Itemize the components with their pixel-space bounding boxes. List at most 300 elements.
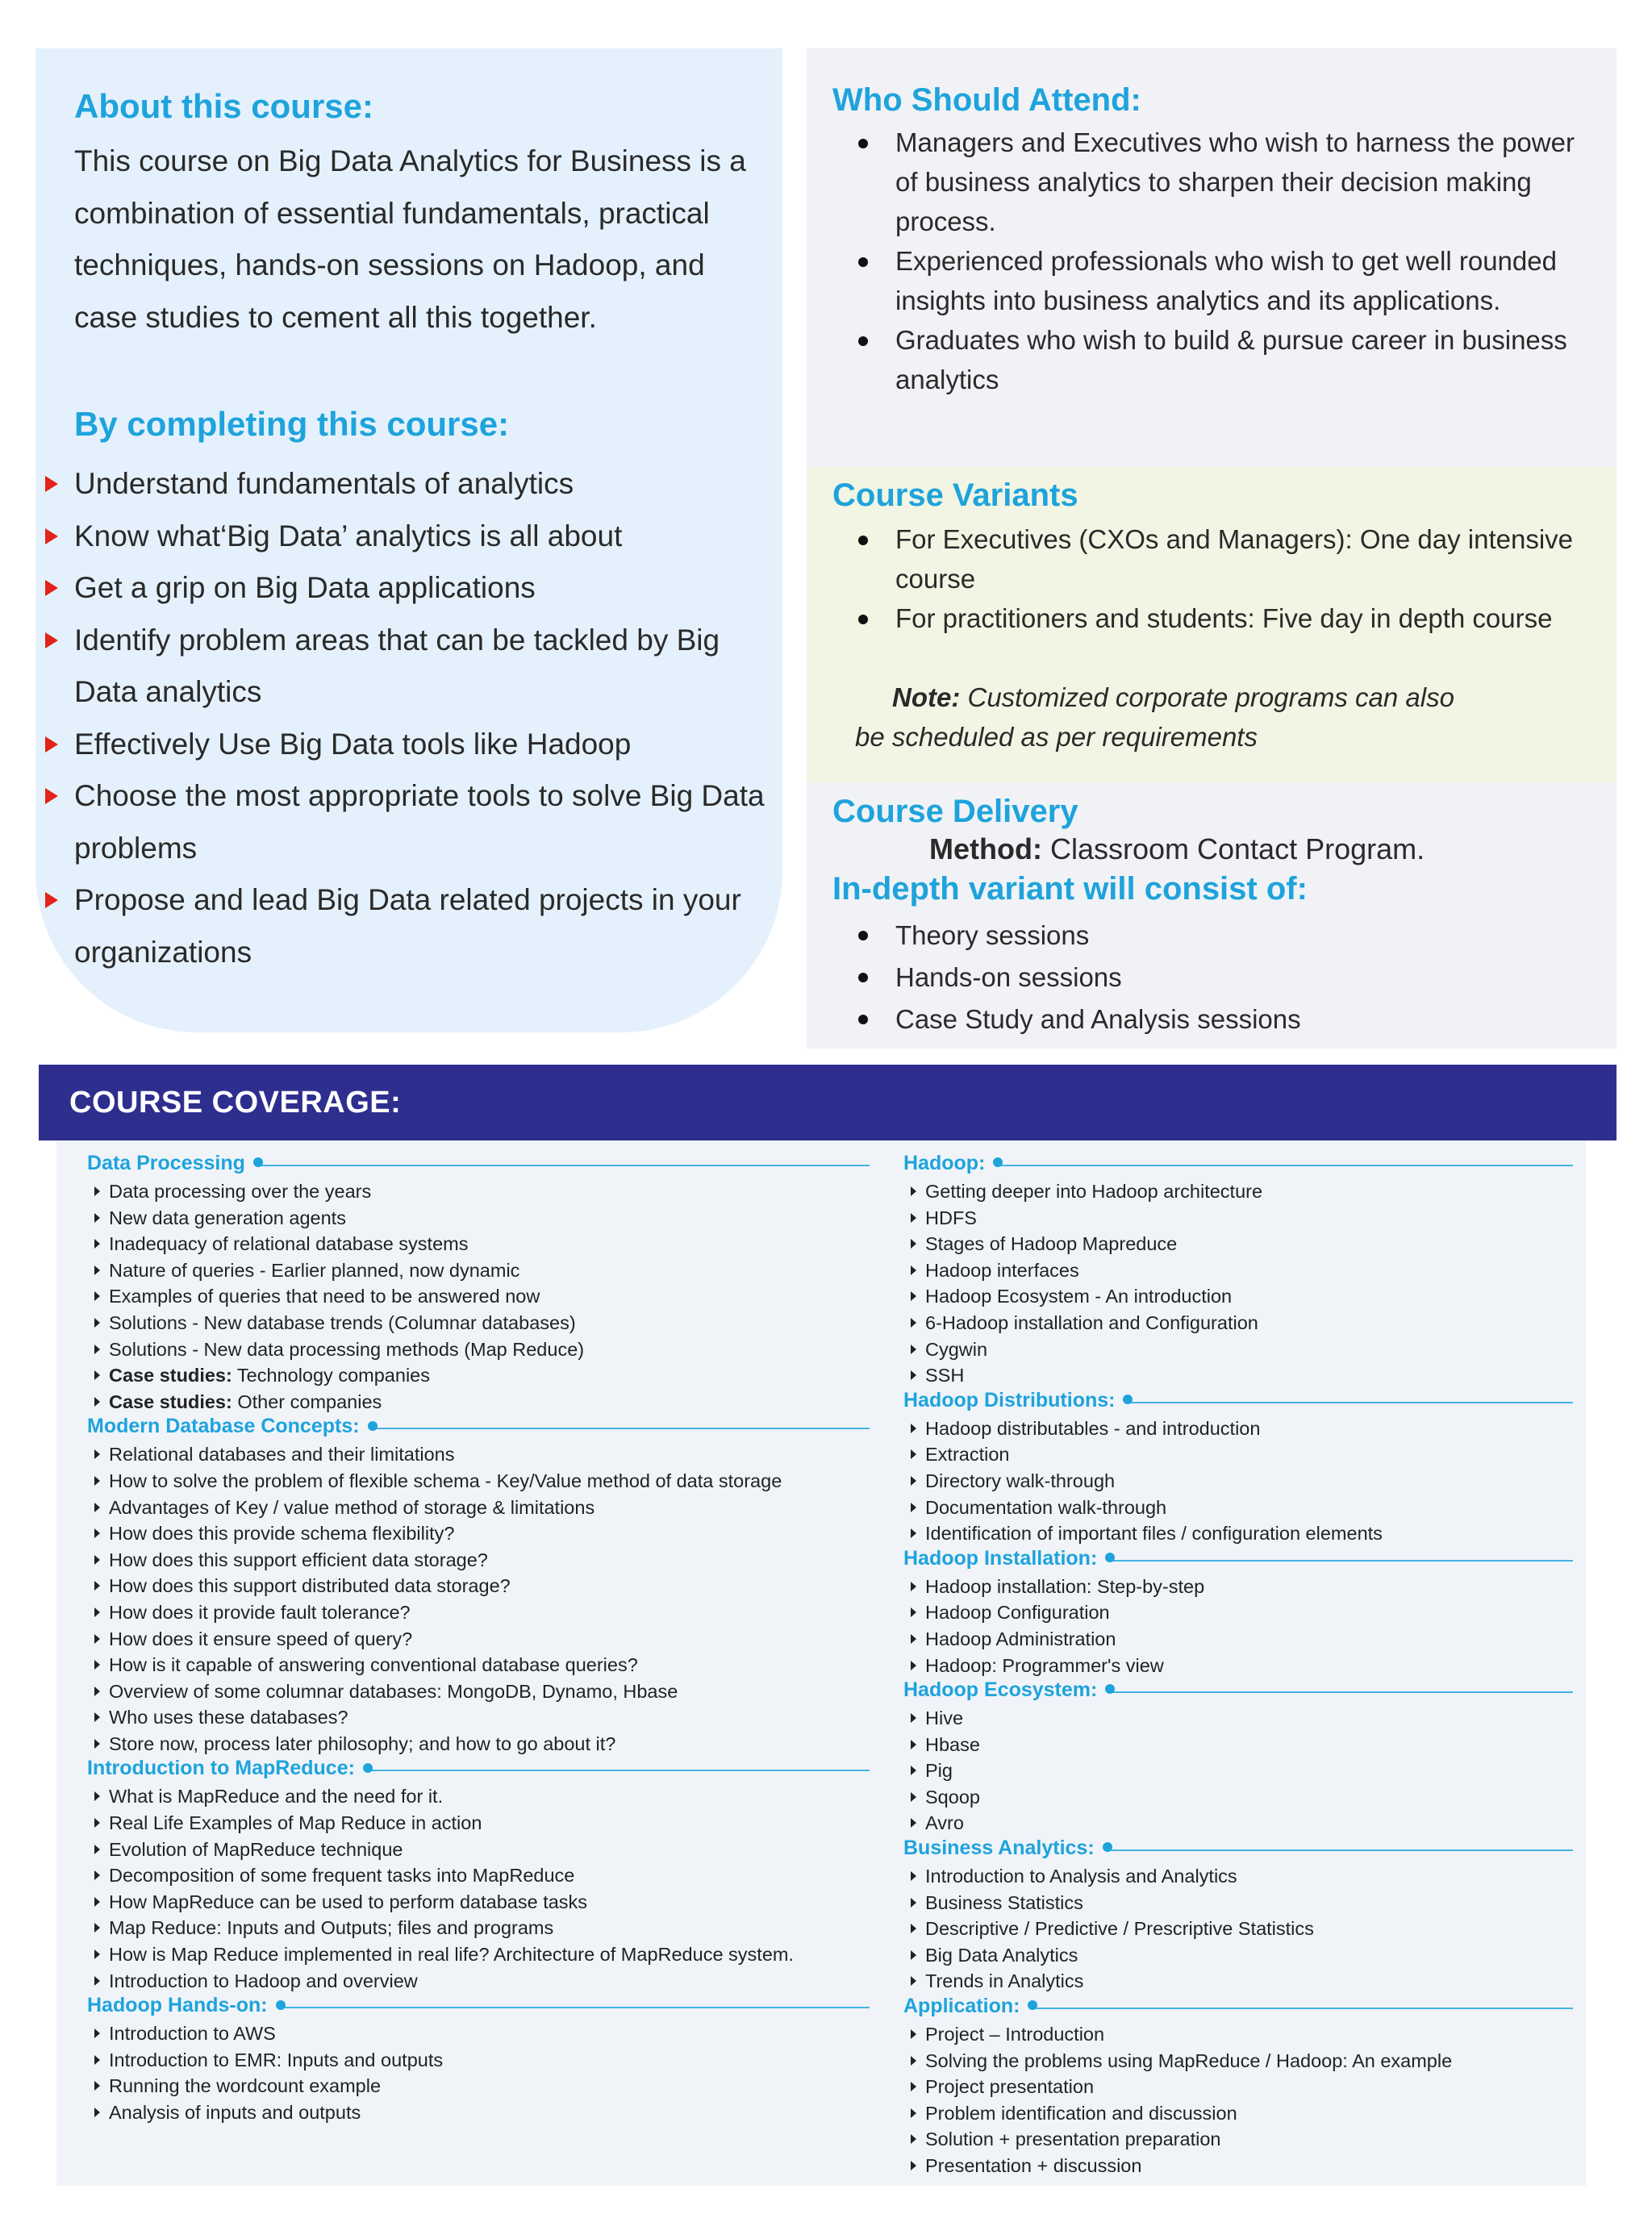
- outcome-text: Know what‘Big Data’ analytics is all about: [74, 519, 623, 552]
- coverage-item: [87, 1862, 870, 1889]
- coverage-item: [87, 1783, 870, 1810]
- coverage-item-text: How MapReduce can be used to perform database tasks: [109, 1891, 588, 1912]
- section-divider-line: [281, 2007, 870, 2008]
- coverage-item: [87, 1468, 870, 1495]
- coverage-item-text: Store now, process later philosophy; and how to go about it?: [109, 1733, 616, 1754]
- arrow-bullet-icon: [911, 1950, 916, 1960]
- arrow-bullet-icon: [94, 1503, 100, 1512]
- section-divider-line: [998, 1165, 1573, 1166]
- coverage-item-text: Extraction: [925, 1444, 1010, 1466]
- coverage-item: [87, 1389, 870, 1416]
- arrow-bullet-icon: [94, 1318, 100, 1328]
- coverage-item-text: Hadoop Administration: [925, 1628, 1116, 1649]
- coverage-item-text: HDFS: [925, 1207, 977, 1228]
- coverage-item: [87, 1336, 870, 1363]
- coverage-item-text: How to solve the problem of flexible schema - Key/Value method of data storage: [109, 1470, 782, 1491]
- coverage-item-list: [87, 1178, 870, 1415]
- coverage-item-text: Analysis of inputs and outputs: [109, 2102, 361, 2123]
- arrow-bullet-icon: [911, 1661, 916, 1670]
- coverage-section-heading: [903, 1837, 1573, 1863]
- coverage-item-text: How is it capable of answering conventional database queries?: [109, 1654, 638, 1676]
- bullet-dot-icon: [858, 139, 868, 148]
- arrow-bullet-icon: [911, 1318, 916, 1328]
- arrow-bullet-icon: [94, 2081, 100, 2091]
- coverage-item: [903, 1416, 1573, 1442]
- arrow-bullet-icon: [911, 1582, 916, 1591]
- coverage-item-text: Other companies: [232, 1391, 382, 1412]
- coverage-item-text: Hadoop interfaces: [925, 1259, 1079, 1281]
- coverage-item: [87, 1547, 870, 1574]
- coverage-item-bold: Case studies:: [109, 1391, 232, 1412]
- bullet-item: [807, 519, 1597, 598]
- red-triangle-bullet-icon: [45, 476, 58, 492]
- method-label: Method:: [929, 832, 1042, 865]
- attend-heading: Who Should Attend:: [832, 82, 1141, 118]
- section-dot-icon: [368, 1421, 378, 1431]
- coverage-left-column: [87, 1152, 870, 2126]
- arrow-bullet-icon: [911, 1476, 916, 1486]
- coverage-item: [903, 1468, 1573, 1495]
- outcome-item: [35, 458, 778, 511]
- section-title: Hadoop Distributions:: [903, 1389, 1118, 1411]
- coverage-item-text: Introduction to Hadoop and overview: [109, 1970, 418, 1991]
- coverage-item: [87, 1731, 870, 1758]
- coverage-section-heading: [87, 1415, 870, 1441]
- arrow-bullet-icon: [94, 1291, 100, 1301]
- coverage-item-list: [87, 2020, 870, 2125]
- bullet-text: Graduates who wish to build & pursue career in business analytics: [895, 325, 1567, 394]
- arrow-bullet-icon: [94, 2029, 100, 2038]
- red-triangle-bullet-icon: [45, 788, 58, 804]
- coverage-item: [87, 1283, 870, 1310]
- coverage-item-text: Stages of Hadoop Mapreduce: [925, 1233, 1178, 1255]
- coverage-item: [87, 1652, 870, 1678]
- attend-list: [887, 123, 1597, 399]
- coverage-item: [87, 1441, 870, 1468]
- coverage-item: [903, 1784, 1573, 1811]
- coverage-header: [39, 1065, 1617, 1140]
- coverage-item: [87, 1941, 870, 1968]
- coverage-item-text: Getting deeper into Hadoop architecture: [925, 1181, 1263, 1202]
- coverage-item-text: Decomposition of some frequent tasks into MapReduce: [109, 1865, 575, 1887]
- arrow-bullet-icon: [94, 1370, 100, 1380]
- red-triangle-bullet-icon: [45, 580, 58, 596]
- coverage-section-heading: [903, 1678, 1573, 1705]
- outcomes-heading: By completing this course:: [74, 405, 510, 443]
- coverage-item: [903, 1310, 1573, 1336]
- coverage-item-text: Solutions - New database trends (Columnar databases): [109, 1311, 576, 1333]
- arrow-bullet-icon: [94, 1660, 100, 1670]
- arrow-bullet-icon: [911, 2161, 916, 2170]
- section-title: Business Analytics:: [903, 1837, 1098, 1859]
- coverage-item-text: Project presentation: [925, 2076, 1095, 2098]
- coverage-item-list: [87, 1783, 870, 1994]
- coverage-item-text: Relational databases and their limitations: [109, 1444, 455, 1466]
- coverage-item-text: Avro: [925, 1812, 964, 1834]
- coverage-item: [903, 1599, 1573, 1626]
- arrow-bullet-icon: [94, 1870, 100, 1880]
- arrow-bullet-icon: [911, 1898, 916, 1908]
- coverage-item-list: [903, 1574, 1573, 1678]
- arrow-bullet-icon: [94, 1186, 100, 1196]
- section-divider-line: [1108, 1849, 1573, 1851]
- coverage-item-text: Technology companies: [232, 1365, 430, 1386]
- arrow-bullet-icon: [911, 2056, 916, 2066]
- coverage-item: [903, 1574, 1573, 1600]
- coverage-item: [87, 1599, 870, 1626]
- variants-note: [855, 678, 1586, 757]
- red-triangle-bullet-icon: [45, 892, 58, 908]
- coverage-title: COURSE COVERAGE:: [69, 1086, 402, 1120]
- section-divider-line: [1032, 2008, 1573, 2009]
- coverage-item: [903, 1178, 1573, 1205]
- arrow-bullet-icon: [94, 1607, 100, 1617]
- bullet-dot-icon: [858, 615, 868, 624]
- arrow-bullet-icon: [911, 1291, 916, 1301]
- coverage-item-list: [87, 1441, 870, 1757]
- coverage-item: [903, 1758, 1573, 1784]
- section-divider-line: [368, 1770, 870, 1771]
- coverage-item-text: Pig: [925, 1760, 953, 1782]
- coverage-item-text: Descriptive / Predictive / Prescriptive Statistics: [925, 1918, 1314, 1940]
- coverage-item-text: Evolution of MapReduce technique: [109, 1838, 403, 1860]
- coverage-item-text: Trends in Analytics: [925, 1970, 1084, 1992]
- bullet-text: Theory sessions: [895, 920, 1090, 950]
- section-divider-line: [1110, 1691, 1573, 1693]
- coverage-section-heading: [87, 1152, 870, 1178]
- coverage-item: [903, 1810, 1573, 1837]
- bullet-dot-icon: [858, 973, 868, 982]
- coverage-section-heading: [903, 1389, 1573, 1416]
- bullet-text: Experienced professionals who wish to get well rounded insights into business analytics and its applications.: [895, 246, 1557, 315]
- coverage-item: [903, 1257, 1573, 1284]
- arrow-bullet-icon: [911, 1424, 916, 1433]
- coverage-item-text: Real Life Examples of Map Reduce in action: [109, 1812, 482, 1834]
- coverage-item-text: Solving the problems using MapReduce / Hadoop: An example: [925, 2049, 1453, 2071]
- red-triangle-bullet-icon: [45, 736, 58, 753]
- variants-heading: Course Variants: [832, 477, 1078, 513]
- coverage-item-text: Advantages of Key / value method of storage & limitations: [109, 1496, 595, 1518]
- arrow-bullet-icon: [911, 1607, 916, 1617]
- coverage-item-text: How does it provide fault tolerance?: [109, 1601, 411, 1623]
- coverage-item-text: Data processing over the years: [109, 1181, 372, 1202]
- coverage-panel: [56, 1140, 1586, 2186]
- arrow-bullet-icon: [94, 1687, 100, 1696]
- coverage-item: [87, 1362, 870, 1389]
- coverage-item: [903, 2048, 1573, 2074]
- coverage-item-text: Map Reduce: Inputs and Outputs; files and programs: [109, 1917, 554, 1939]
- outcome-text: Understand fundamentals of analytics: [74, 467, 574, 500]
- arrow-bullet-icon: [911, 2029, 916, 2039]
- arrow-bullet-icon: [911, 1818, 916, 1828]
- section-title: Hadoop:: [903, 1152, 988, 1174]
- attend-panel: [807, 48, 1617, 466]
- coverage-item-text: Running the wordcount example: [109, 2075, 382, 2097]
- arrow-bullet-icon: [911, 1528, 916, 1538]
- coverage-section-heading: [87, 1757, 870, 1783]
- arrow-bullet-icon: [94, 2108, 100, 2117]
- coverage-item: [87, 1810, 870, 1837]
- arrow-bullet-icon: [94, 1239, 100, 1249]
- bullet-dot-icon: [858, 336, 868, 346]
- bullet-text: Case Study and Analysis sessions: [895, 1004, 1301, 1034]
- arrow-bullet-icon: [94, 1923, 100, 1933]
- section-divider-line: [1128, 1402, 1573, 1403]
- coverage-item-text: Cygwin: [925, 1338, 988, 1360]
- coverage-item: [87, 1310, 870, 1336]
- coverage-item: [87, 1889, 870, 1916]
- coverage-item-text: Big Data Analytics: [925, 1944, 1078, 1966]
- arrow-bullet-icon: [911, 1370, 916, 1380]
- arrow-bullet-icon: [911, 2082, 916, 2091]
- arrow-bullet-icon: [94, 1949, 100, 1959]
- coverage-item-text: Hbase: [925, 1733, 980, 1755]
- outcome-text: Identify problem areas that can be tackled by Big Data analytics: [74, 623, 720, 708]
- coverage-item-text: Hadoop: Programmer's view: [925, 1654, 1164, 1676]
- coverage-item: [87, 1704, 870, 1731]
- coverage-item-text: New data generation agents: [109, 1207, 346, 1228]
- coverage-item: [903, 1916, 1573, 1942]
- coverage-item: [903, 1441, 1573, 1468]
- outcome-item: [35, 615, 778, 719]
- arrow-bullet-icon: [94, 1791, 100, 1801]
- arrow-bullet-icon: [94, 1818, 100, 1828]
- variants-panel: [807, 466, 1617, 782]
- delivery-panel: [807, 782, 1617, 1049]
- arrow-bullet-icon: [94, 1976, 100, 1986]
- section-title: Application:: [903, 1995, 1023, 2017]
- bullet-item: [807, 241, 1597, 320]
- outcome-item: [35, 562, 778, 615]
- arrow-bullet-icon: [911, 1871, 916, 1881]
- coverage-item-text: Project – Introduction: [925, 2024, 1105, 2045]
- coverage-item: [87, 1257, 870, 1284]
- coverage-item-text: Solution + presentation preparation: [925, 2129, 1221, 2150]
- red-triangle-bullet-icon: [45, 632, 58, 648]
- coverage-item: [87, 2020, 870, 2047]
- coverage-item-text: Presentation + discussion: [925, 2155, 1142, 2176]
- coverage-item-text: Overview of some columnar databases: MongoDB, Dynamo, Hbase: [109, 1680, 678, 1702]
- coverage-item-text: What is MapReduce and the need for it.: [109, 1786, 444, 1808]
- arrow-bullet-icon: [94, 1528, 100, 1538]
- arrow-bullet-icon: [911, 2134, 916, 2144]
- coverage-item-text: Directory walk-through: [925, 1470, 1116, 1491]
- coverage-item: [903, 2126, 1573, 2153]
- section-dot-icon: [363, 1763, 373, 1773]
- coverage-item-bold: Case studies:: [109, 1365, 232, 1386]
- coverage-item-text: Introduction to AWS: [109, 2023, 276, 2045]
- red-triangle-bullet-icon: [45, 528, 58, 544]
- arrow-bullet-icon: [911, 1449, 916, 1459]
- coverage-item: [87, 1968, 870, 1995]
- arrow-bullet-icon: [911, 1345, 916, 1354]
- coverage-item: [903, 1336, 1573, 1363]
- arrow-bullet-icon: [94, 1397, 100, 1407]
- coverage-item-text: Examples of queries that need to be answered now: [109, 1286, 540, 1307]
- method-text: Classroom Contact Program.: [1041, 832, 1425, 865]
- arrow-bullet-icon: [94, 1897, 100, 1907]
- coverage-item: [87, 1495, 870, 1521]
- arrow-bullet-icon: [94, 1581, 100, 1591]
- section-divider-line: [1110, 1560, 1573, 1562]
- variants-list: [887, 519, 1597, 638]
- arrow-bullet-icon: [94, 1213, 100, 1223]
- coverage-item: [903, 1942, 1573, 1969]
- outcome-text: Choose the most appropriate tools to solve Big Data problems: [74, 779, 765, 865]
- coverage-item-text: Hadoop Configuration: [925, 1602, 1110, 1624]
- coverage-item-text: Who uses these databases?: [109, 1707, 348, 1728]
- coverage-item-text: How does this provide schema flexibility?: [109, 1523, 455, 1545]
- arrow-bullet-icon: [94, 1845, 100, 1854]
- delivery-heading: Course Delivery: [832, 794, 1078, 829]
- delivery-list: [887, 915, 1597, 1040]
- coverage-item: [903, 2153, 1573, 2179]
- bullet-dot-icon: [858, 931, 868, 940]
- bullet-item: [807, 598, 1597, 638]
- outcome-item: [35, 511, 778, 563]
- arrow-bullet-icon: [94, 1555, 100, 1565]
- coverage-item: [903, 1705, 1573, 1732]
- coverage-item: [87, 1837, 870, 1863]
- bullet-item: [807, 957, 1597, 999]
- coverage-item: [903, 2021, 1573, 2048]
- bullet-text: For practitioners and students: Five day in depth course: [895, 603, 1553, 633]
- coverage-item-text: 6-Hadoop installation and Configuration: [925, 1311, 1258, 1333]
- bullet-text: Managers and Executives who wish to harness the power of business analytics to sharpen their decision making process.: [895, 127, 1575, 236]
- coverage-item: [87, 1205, 870, 1232]
- outcome-text: Effectively Use Big Data tools like Hadoop: [74, 727, 632, 761]
- coverage-item: [903, 1890, 1573, 1916]
- section-dot-icon: [276, 2000, 286, 2010]
- coverage-item-text: Sqoop: [925, 1786, 980, 1808]
- bullet-item: [807, 999, 1597, 1040]
- coverage-item: [903, 1231, 1573, 1257]
- arrow-bullet-icon: [911, 1740, 916, 1749]
- coverage-item: [87, 1178, 870, 1205]
- coverage-item: [87, 1626, 870, 1653]
- bullet-item: [807, 320, 1597, 399]
- coverage-item-text: Hive: [925, 1708, 964, 1729]
- arrow-bullet-icon: [911, 1503, 916, 1512]
- coverage-item: [903, 1626, 1573, 1653]
- coverage-item-text: Inadequacy of relational database systems: [109, 1233, 469, 1255]
- coverage-item-text: Introduction to Analysis and Analytics: [925, 1866, 1237, 1887]
- bullet-text: Hands-on sessions: [895, 962, 1122, 992]
- coverage-item-list: [903, 1863, 1573, 1995]
- section-divider-line: [373, 1428, 870, 1429]
- outcome-text: Propose and lead Big Data related projects in your organizations: [74, 883, 741, 969]
- coverage-right-column: [903, 1152, 1573, 2179]
- coverage-item: [903, 1732, 1573, 1758]
- bullet-dot-icon: [858, 1015, 868, 1024]
- coverage-item: [903, 1362, 1573, 1389]
- section-title: Data Processing: [87, 1152, 248, 1174]
- section-title: Hadoop Installation:: [903, 1547, 1100, 1570]
- coverage-item-text: Hadoop Ecosystem - An introduction: [925, 1286, 1233, 1307]
- arrow-bullet-icon: [911, 1766, 916, 1775]
- coverage-item: [87, 1915, 870, 1941]
- arrow-bullet-icon: [911, 1976, 916, 1986]
- section-title: Hadoop Ecosystem:: [903, 1678, 1100, 1701]
- coverage-item: [87, 2073, 870, 2099]
- outcome-item: [35, 719, 778, 771]
- indepth-heading: In-depth variant will consist of:: [832, 871, 1308, 907]
- coverage-item: [903, 1968, 1573, 1995]
- note-text: Customized corporate programs can also: [960, 682, 1454, 712]
- coverage-item-list: [903, 1178, 1573, 1389]
- coverage-item: [903, 1283, 1573, 1310]
- coverage-item-list: [903, 1705, 1573, 1837]
- arrow-bullet-icon: [94, 1449, 100, 1459]
- arrow-bullet-icon: [94, 1266, 100, 1275]
- arrow-bullet-icon: [911, 1266, 916, 1275]
- outcome-text: Get a grip on Big Data applications: [74, 571, 536, 604]
- coverage-item-text: Identification of important files / configuration elements: [925, 1523, 1383, 1545]
- coverage-item-text: Hadoop installation: Step-by-step: [925, 1575, 1205, 1597]
- section-title: Hadoop Hands-on:: [87, 1994, 271, 2016]
- coverage-item: [903, 1863, 1573, 1890]
- coverage-item-text: Documentation walk-through: [925, 1496, 1167, 1518]
- coverage-item: [903, 2100, 1573, 2127]
- outcome-item: [35, 770, 778, 874]
- bullet-dot-icon: [858, 536, 868, 545]
- coverage-section-heading: [903, 1995, 1573, 2021]
- bullet-dot-icon: [858, 257, 868, 267]
- arrow-bullet-icon: [911, 1924, 916, 1933]
- delivery-method: [929, 832, 1425, 866]
- section-divider-line: [258, 1165, 870, 1166]
- arrow-bullet-icon: [911, 1792, 916, 1802]
- outcome-item: [35, 874, 778, 978]
- coverage-item-text: How does it ensure speed of query?: [109, 1628, 413, 1649]
- arrow-bullet-icon: [94, 1739, 100, 1749]
- coverage-item: [87, 2099, 870, 2126]
- coverage-item-text: Hadoop distributables - and introduction: [925, 1417, 1261, 1439]
- arrow-bullet-icon: [94, 1345, 100, 1354]
- arrow-bullet-icon: [911, 2108, 916, 2118]
- coverage-section-heading: [87, 1994, 870, 2020]
- arrow-bullet-icon: [94, 2055, 100, 2065]
- arrow-bullet-icon: [911, 1634, 916, 1644]
- arrow-bullet-icon: [911, 1239, 916, 1249]
- about-panel: [35, 48, 782, 1032]
- coverage-item: [903, 2074, 1573, 2100]
- coverage-item-text: Nature of queries - Earlier planned, now dynamic: [109, 1259, 520, 1281]
- coverage-item-text: Business Statistics: [925, 1891, 1083, 1913]
- coverage-item: [903, 1520, 1573, 1547]
- coverage-item: [903, 1653, 1573, 1679]
- coverage-item-list: [903, 1416, 1573, 1547]
- arrow-bullet-icon: [94, 1712, 100, 1722]
- coverage-section-heading: [903, 1152, 1573, 1178]
- bullet-item: [807, 123, 1597, 241]
- coverage-item-list: [903, 2021, 1573, 2179]
- about-heading: About this course:: [74, 87, 374, 125]
- arrow-bullet-icon: [94, 1634, 100, 1644]
- coverage-item-text: Introduction to EMR: Inputs and outputs: [109, 2049, 444, 2070]
- coverage-item: [903, 1205, 1573, 1232]
- bullet-item: [807, 915, 1597, 957]
- coverage-item: [87, 2047, 870, 2074]
- arrow-bullet-icon: [911, 1713, 916, 1723]
- note-text-2: be scheduled as per requirements: [855, 722, 1258, 752]
- section-title: Modern Database Concepts:: [87, 1415, 363, 1437]
- coverage-item-text: How is Map Reduce implemented in real life? Architecture of MapReduce system.: [109, 1944, 794, 1966]
- arrow-bullet-icon: [94, 1476, 100, 1486]
- note-label: Note:: [892, 682, 961, 712]
- coverage-item: [87, 1520, 870, 1547]
- section-title: Introduction to MapReduce:: [87, 1757, 358, 1779]
